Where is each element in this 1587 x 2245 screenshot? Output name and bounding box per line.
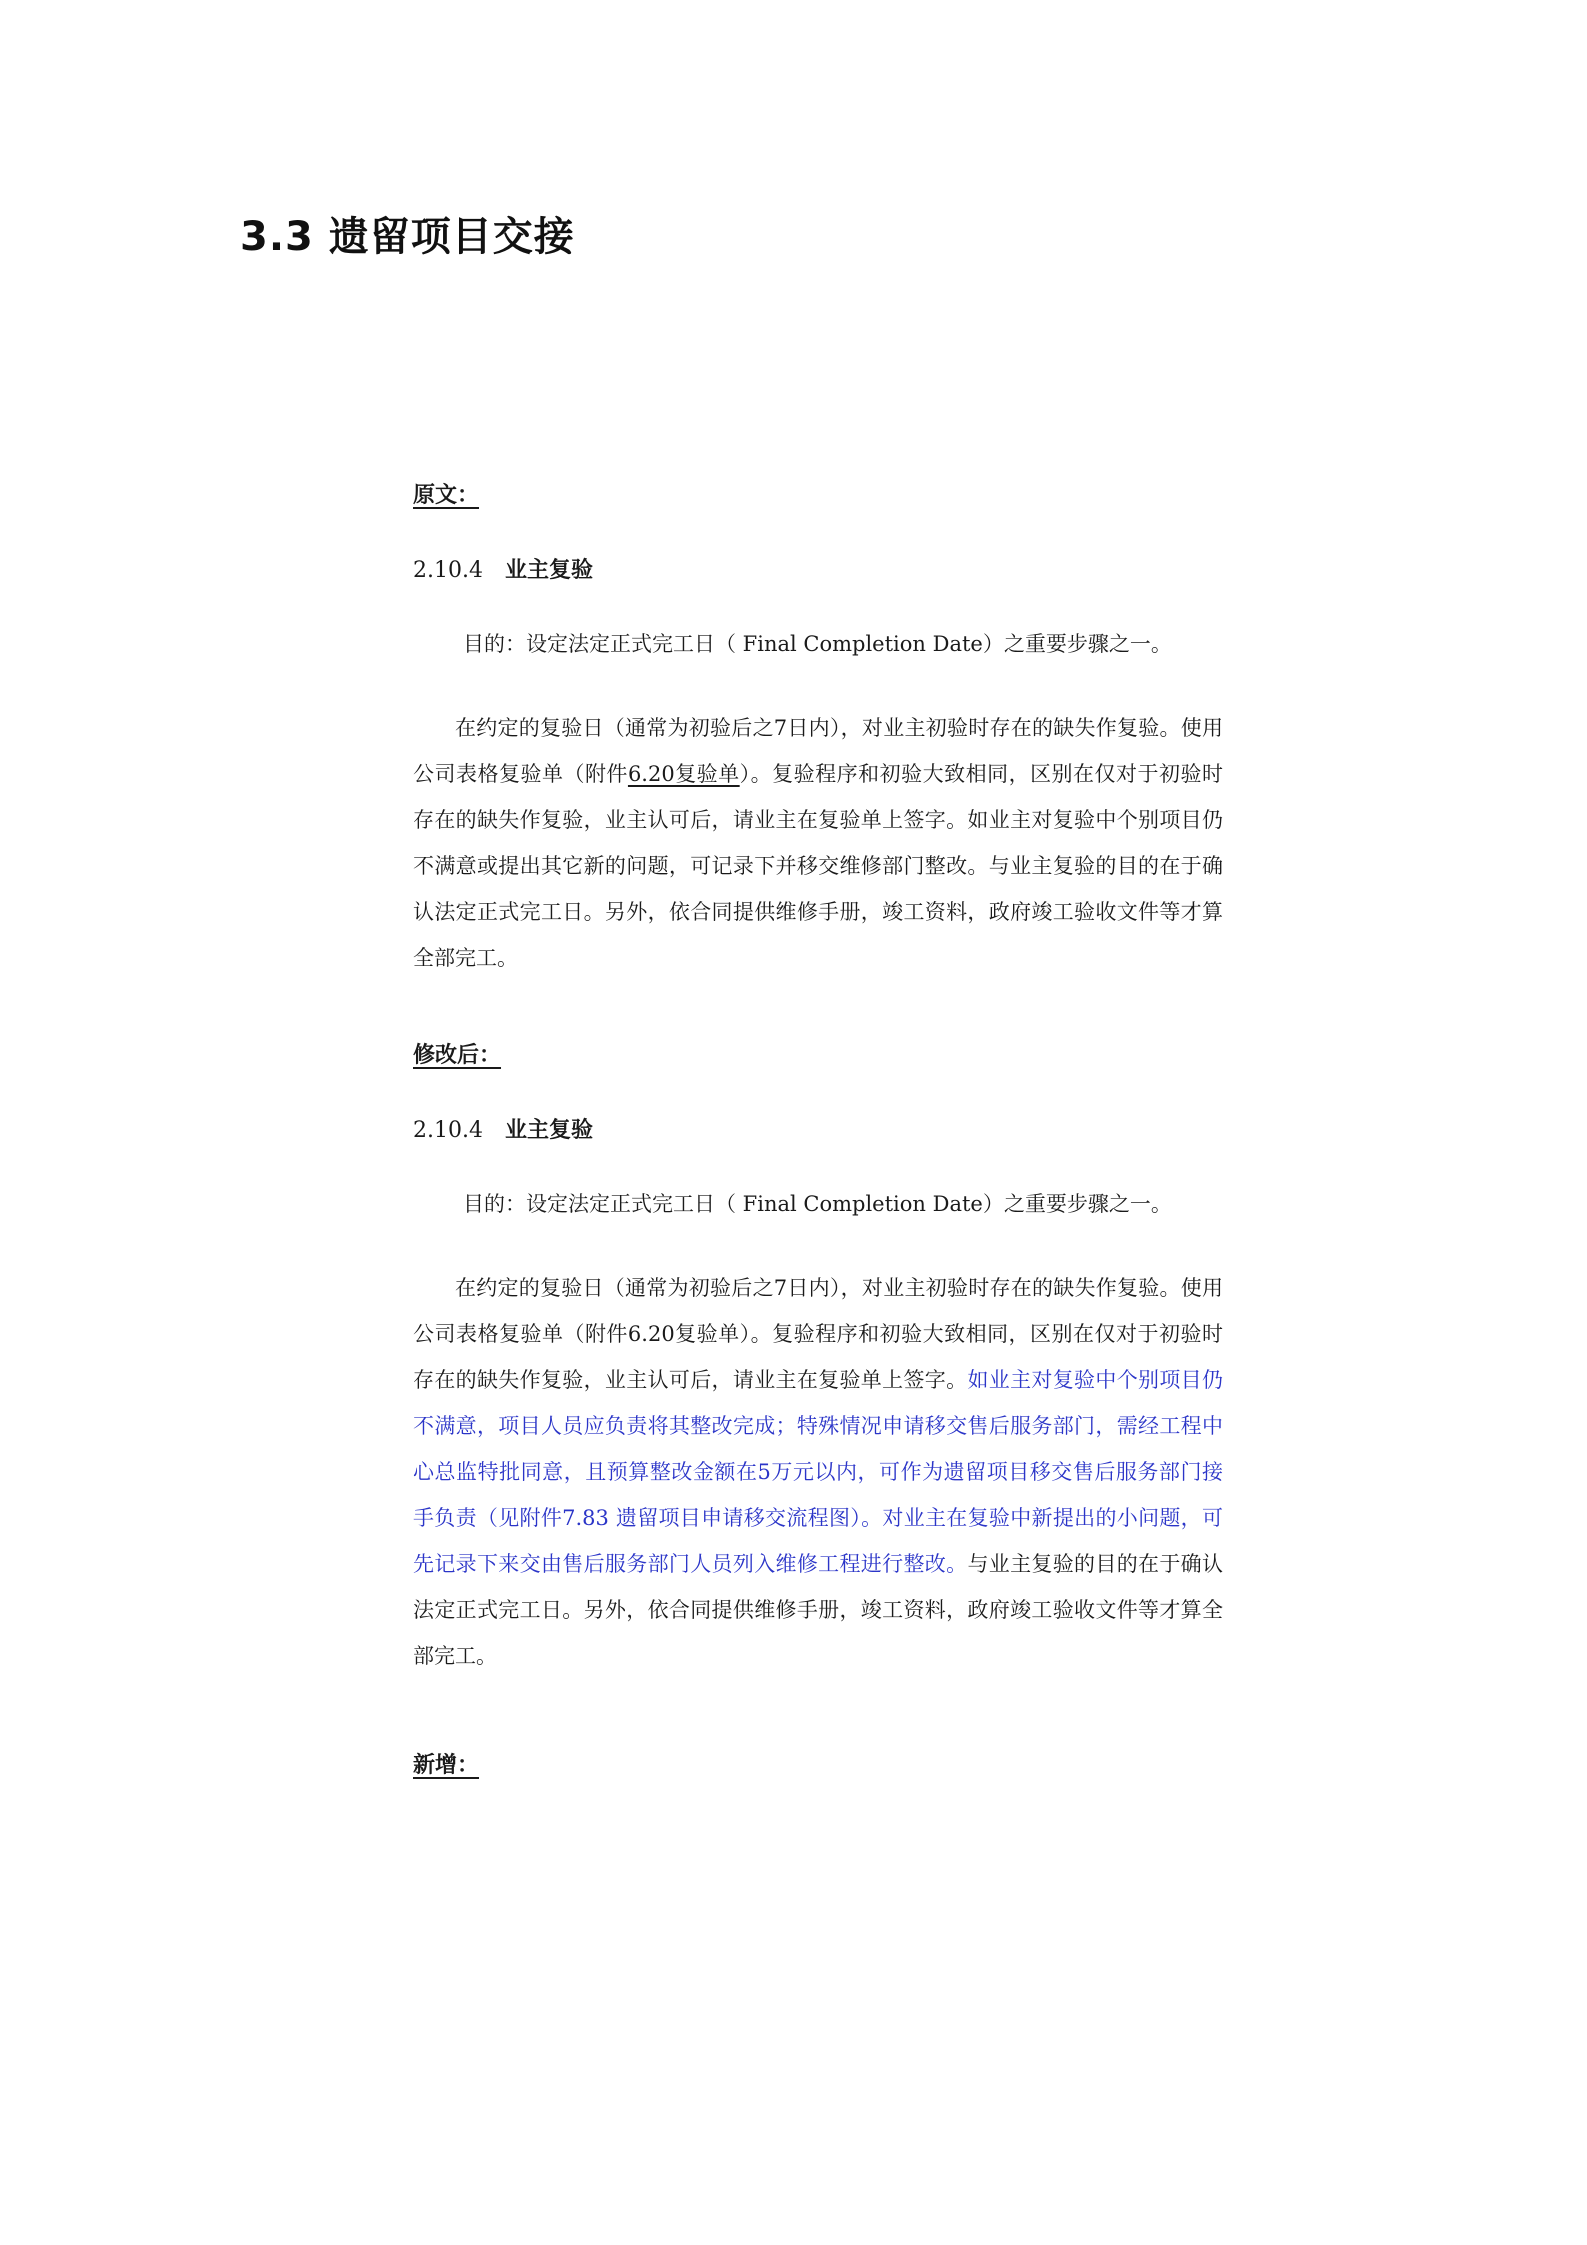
- original-purpose-block: [413, 628, 1223, 658]
- revised-section-heading: [413, 1113, 1223, 1144]
- original-section-number: 2.10.4: [413, 558, 483, 583]
- revised-section-title: 业主复验: [504, 1117, 593, 1143]
- original-paragraph: [413, 705, 1223, 981]
- original-section-heading: [413, 553, 1223, 584]
- added-label: 新增：: [413, 1752, 480, 1778]
- revised-para-text-1: 在约定的复验日（通常为初验后之7日内），对业主初验时存在的缺失作复验。使用公司表格复验单（附件6.20复验单）。复验程序和初验大致相同，区别在仅对于初验时存在的缺失作复验，业主认可后，请业主在复验单上签字。: [413, 1276, 1223, 1392]
- original-label-block: [413, 478, 1223, 509]
- page-title: 3.3 遗留项目交接: [240, 214, 575, 260]
- revised-purpose: 目的：设定法定正式完工日（ Final Completion Date）之重要步骤之一。: [463, 1192, 1172, 1216]
- original-para-text-2: ）。复验程序和初验大致相同，区别在仅对于初验时存在的缺失作复验，业主认可后，请业主在复验单上签字。如业主对复验中个别项目仍不满意或提出其它新的问题，可记录下并移交维修部门整改。与业主复验的目的在于确认法定正式完工日。另外，依合同提供维修手册，竣工资料，政府竣工验收文件等才算全部完工。: [413, 762, 1224, 970]
- revised-label-block: [413, 1038, 1223, 1069]
- revised-purpose-block: [413, 1188, 1223, 1218]
- original-label: 原文：: [413, 482, 480, 508]
- added-label-block: [413, 1748, 1223, 1779]
- original-purpose: 目的：设定法定正式完工日（ Final Completion Date）之重要步骤之一。: [463, 632, 1172, 656]
- revised-para-highlight: 如业主对复验中个别项目仍不满意，项目人员应负责将其整改完成；特殊情况申请移交售后服务部门，需经工程中心总监特批同意，且预算整改金额在5万元以内，可作为遗留项目移交售后服务部门接手负责（见附件7.83 遗留项目申请移交流程图）。对业主在复验中新提出的小问题，可先记录下来交由售后服务部门人员列入维修工程进行整改。: [413, 1368, 1224, 1576]
- revised-para-text-2: 与业主复验的目的在于确认法定正式完工日。另外，依合同提供维修手册，竣工资料，政府竣工验收文件等才算全部完工。: [413, 1552, 1224, 1668]
- original-para-text-1: 在约定的复验日（通常为初验后之7日内），对业主初验时存在的缺失作复验。使用公司表格复验单（附件: [413, 716, 1223, 786]
- attachment-6-20-link[interactable]: 6.20复验单: [627, 762, 740, 786]
- revised-paragraph: [413, 1265, 1223, 1679]
- original-paragraph-block: [413, 705, 1223, 981]
- revised-label: 修改后：: [413, 1042, 502, 1068]
- revised-section-number: 2.10.4: [413, 1118, 483, 1143]
- original-section-title: 业主复验: [504, 557, 593, 583]
- revised-paragraph-block: [413, 1265, 1223, 1679]
